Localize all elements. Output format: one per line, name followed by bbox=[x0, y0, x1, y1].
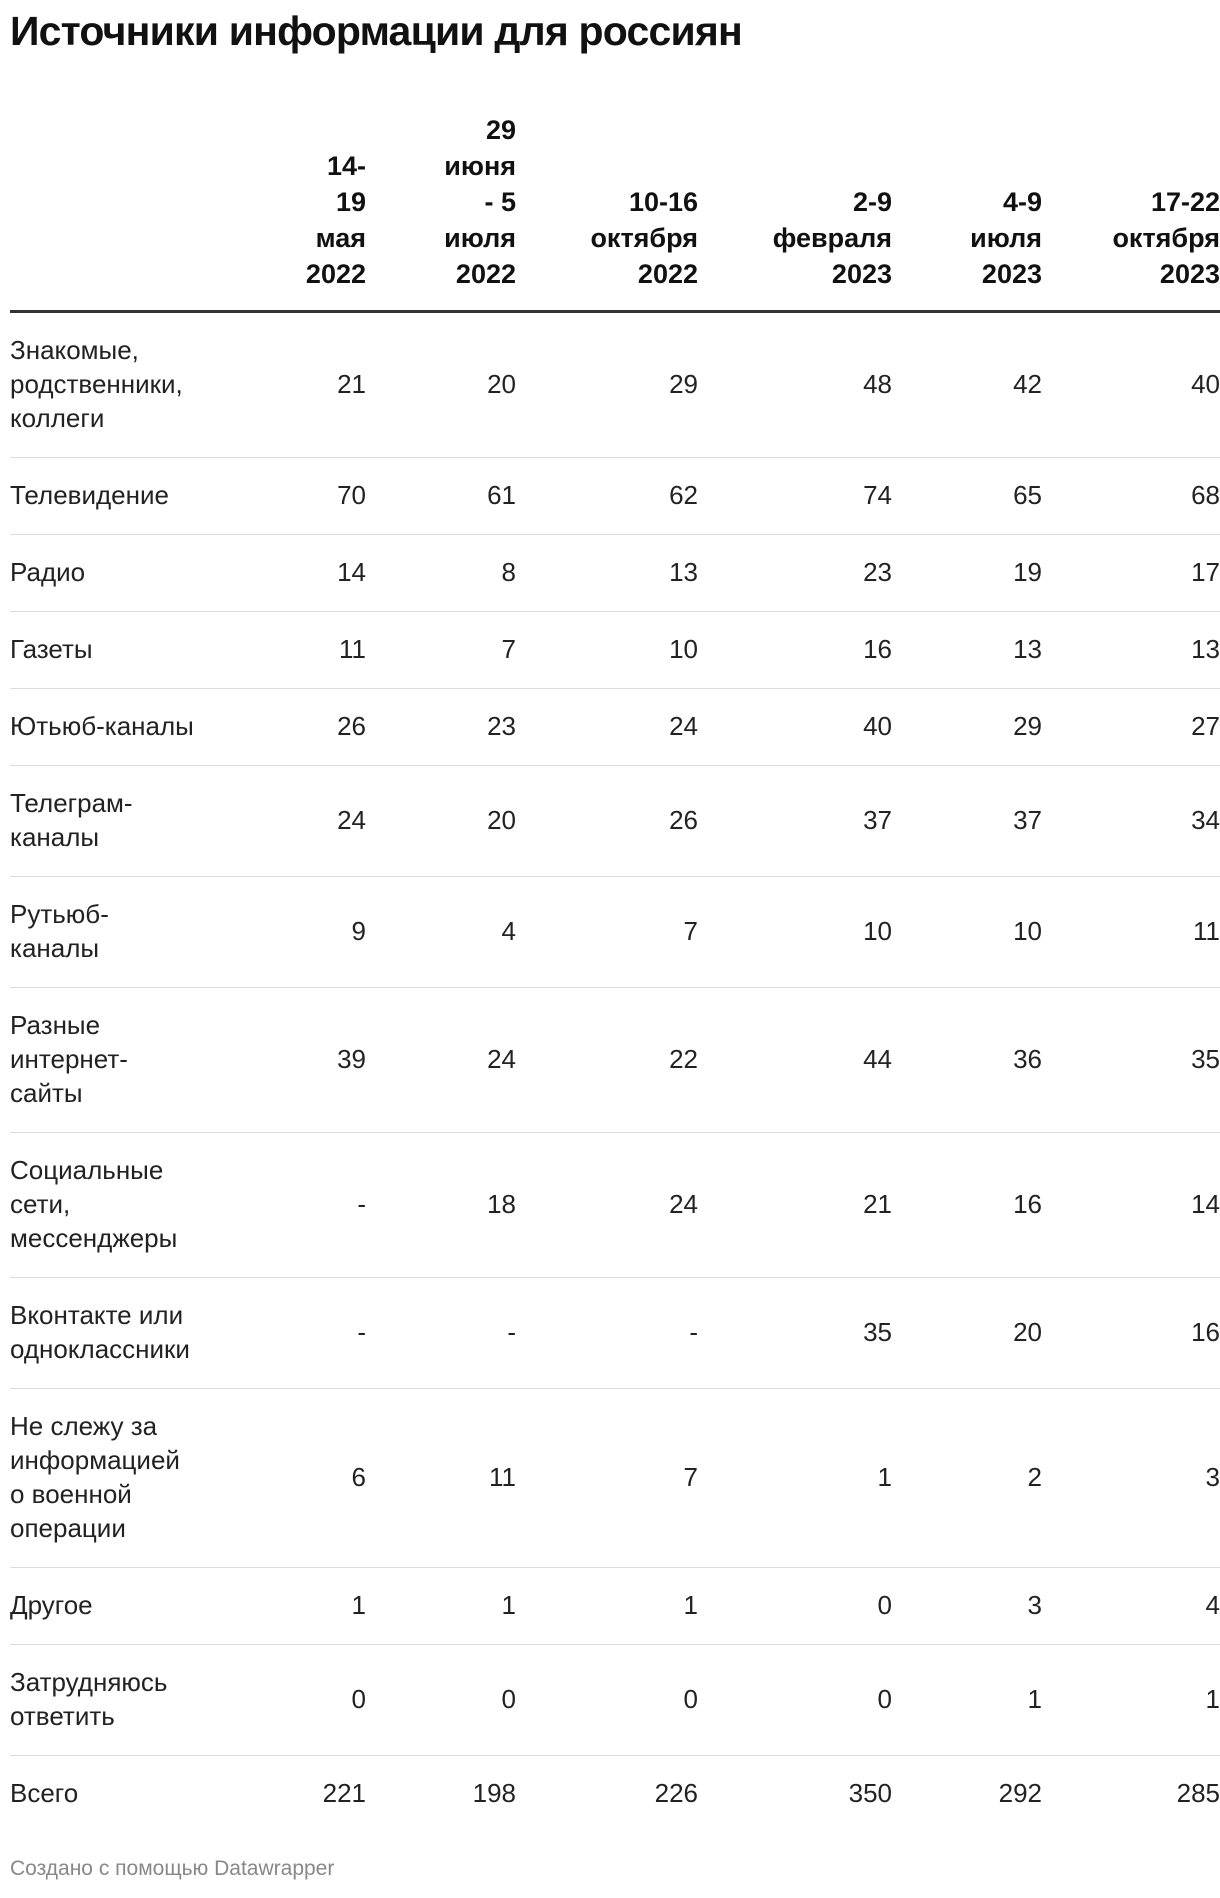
column-header-line: октября bbox=[1112, 223, 1220, 253]
row-label-line: Ютьюб-каналы bbox=[10, 711, 194, 741]
table-row bbox=[10, 1278, 1220, 1389]
value-cell: 6 bbox=[226, 1389, 366, 1568]
value-cell: 35 bbox=[1042, 988, 1220, 1133]
table-row bbox=[10, 612, 1220, 689]
value-cell: 7 bbox=[366, 612, 516, 689]
row-label bbox=[10, 689, 226, 766]
value-cell: 21 bbox=[226, 312, 366, 458]
value-cell: 0 bbox=[366, 1645, 516, 1756]
column-header-line: октября bbox=[590, 223, 698, 253]
row-label-line: операции bbox=[10, 1513, 126, 1543]
value-cell: 1 bbox=[892, 1645, 1042, 1756]
row-label-line: Затрудняюсь bbox=[10, 1667, 168, 1697]
table-row bbox=[10, 458, 1220, 535]
value-cell: 37 bbox=[698, 766, 892, 877]
value-cell: 40 bbox=[1042, 312, 1220, 458]
row-label-line: Не слежу за bbox=[10, 1411, 158, 1441]
value-cell: 16 bbox=[1042, 1278, 1220, 1389]
value-cell: 40 bbox=[698, 689, 892, 766]
row-label-line: Вконтакте или bbox=[10, 1300, 184, 1330]
value-cell: 2 bbox=[892, 1389, 1042, 1568]
table-row bbox=[10, 689, 1220, 766]
column-header-line: 2022 bbox=[305, 259, 366, 289]
value-cell: 62 bbox=[516, 458, 698, 535]
value-cell: 7 bbox=[516, 1389, 698, 1568]
column-header-line: 2-9 bbox=[852, 187, 892, 217]
value-cell: 44 bbox=[698, 988, 892, 1133]
value-cell: 0 bbox=[516, 1645, 698, 1756]
value-cell: 4 bbox=[366, 877, 516, 988]
value-cell: 226 bbox=[654, 1778, 698, 1808]
value-cell: 10 bbox=[698, 877, 892, 988]
value-cell: 11 bbox=[1042, 877, 1220, 988]
row-label-line: каналы bbox=[10, 822, 100, 852]
row-label-line: Всего bbox=[10, 1778, 79, 1808]
value-cell: 26 bbox=[516, 766, 698, 877]
value-cell: 39 bbox=[226, 988, 366, 1133]
value-cell: 9 bbox=[226, 877, 366, 988]
row-label bbox=[10, 766, 226, 877]
table-row bbox=[10, 1568, 1220, 1645]
value-cell: 3 bbox=[892, 1568, 1042, 1645]
value-cell: - bbox=[226, 1133, 366, 1278]
row-label-line: Телевидение bbox=[10, 480, 169, 510]
value-cell: 11 bbox=[226, 612, 366, 689]
row-label-line: родственники, bbox=[10, 369, 183, 399]
value-cell: 13 bbox=[892, 612, 1042, 689]
value-cell: 24 bbox=[516, 1133, 698, 1278]
value-cell: 22 bbox=[516, 988, 698, 1133]
value-cell: 21 bbox=[698, 1133, 892, 1278]
column-header-line: - 5 bbox=[484, 187, 516, 217]
value-cell: 26 bbox=[226, 689, 366, 766]
row-label-line: мессенджеры bbox=[10, 1223, 178, 1253]
value-cell: 4 bbox=[1042, 1568, 1220, 1645]
column-header-line: 10-16 bbox=[628, 187, 698, 217]
value-cell: 34 bbox=[1042, 766, 1220, 877]
value-cell: 14 bbox=[226, 535, 366, 612]
value-cell: 70 bbox=[226, 458, 366, 535]
value-cell: 61 bbox=[366, 458, 516, 535]
value-cell: 3 bbox=[1042, 1389, 1220, 1568]
value-cell: 13 bbox=[516, 535, 698, 612]
value-cell: 65 bbox=[892, 458, 1042, 535]
value-cell: 23 bbox=[698, 535, 892, 612]
value-cell: 13 bbox=[1042, 612, 1220, 689]
value-cell: 37 bbox=[892, 766, 1042, 877]
value-cell: 0 bbox=[698, 1645, 892, 1756]
row-label bbox=[10, 1133, 226, 1278]
value-cell: 24 bbox=[226, 766, 366, 877]
row-label bbox=[10, 1645, 226, 1756]
value-cell: 198 bbox=[472, 1778, 516, 1808]
value-cell: 20 bbox=[366, 312, 516, 458]
column-header-line: 4-9 bbox=[1002, 187, 1042, 217]
value-cell: 1 bbox=[226, 1568, 366, 1645]
column-header-line: июля bbox=[970, 223, 1042, 253]
value-cell: 14 bbox=[1042, 1133, 1220, 1278]
value-cell: 35 bbox=[698, 1278, 892, 1389]
value-cell: 48 bbox=[698, 312, 892, 458]
column-header-line: июня bbox=[444, 151, 516, 181]
value-cell: 29 bbox=[892, 689, 1042, 766]
row-label bbox=[10, 312, 226, 458]
table-row bbox=[10, 988, 1220, 1133]
column-header bbox=[516, 112, 698, 312]
row-label bbox=[10, 1568, 226, 1645]
column-header-line: 2022 bbox=[455, 259, 516, 289]
row-label-line: одноклассники bbox=[10, 1334, 190, 1364]
table-row bbox=[10, 312, 1220, 458]
row-label-line: ответить bbox=[10, 1701, 115, 1731]
credit-footer: Создано с помощью Datawrapper bbox=[10, 1857, 335, 1880]
value-cell: 350 bbox=[848, 1778, 892, 1808]
column-header-line: июля bbox=[444, 223, 516, 253]
page bbox=[10, 0, 1220, 1898]
row-label-line: коллеги bbox=[10, 403, 105, 433]
column-header-line: 29 bbox=[485, 115, 516, 145]
table-row bbox=[10, 766, 1220, 877]
column-header-line: 14- bbox=[326, 151, 366, 181]
row-label bbox=[10, 1756, 226, 1833]
value-cell: 24 bbox=[366, 988, 516, 1133]
value-cell: 68 bbox=[1042, 458, 1220, 535]
value-cell: - bbox=[366, 1278, 516, 1389]
value-cell: 27 bbox=[1042, 689, 1220, 766]
data-table bbox=[10, 112, 1220, 1832]
table-row bbox=[10, 1645, 1220, 1756]
row-label bbox=[10, 612, 226, 689]
row-label-line: сайты bbox=[10, 1078, 83, 1108]
value-cell: 1 bbox=[698, 1389, 892, 1568]
row-label-line: Знакомые, bbox=[10, 335, 139, 365]
value-cell: 16 bbox=[892, 1133, 1042, 1278]
value-cell: 17 bbox=[1042, 535, 1220, 612]
row-label-line: Социальные bbox=[10, 1155, 164, 1185]
table-row bbox=[10, 877, 1220, 988]
header-label-cell bbox=[10, 112, 226, 312]
column-header-line: мая bbox=[315, 223, 366, 253]
value-cell: 0 bbox=[698, 1568, 892, 1645]
header-row bbox=[10, 112, 1220, 312]
row-label-line: интернет- bbox=[10, 1044, 128, 1074]
value-cell: 10 bbox=[516, 612, 698, 689]
table-body bbox=[10, 312, 1220, 1833]
column-header-line: 2023 bbox=[1159, 259, 1220, 289]
table-row bbox=[10, 1133, 1220, 1278]
value-cell: - bbox=[516, 1278, 698, 1389]
value-cell: 18 bbox=[366, 1133, 516, 1278]
value-cell: 292 bbox=[998, 1778, 1042, 1808]
row-label-line: Радио bbox=[10, 557, 86, 587]
total-row bbox=[10, 1756, 1220, 1833]
row-label-line: Телеграм- bbox=[10, 788, 133, 818]
value-cell: 8 bbox=[366, 535, 516, 612]
column-header-line: 19 bbox=[335, 187, 366, 217]
value-cell: 7 bbox=[516, 877, 698, 988]
column-header-line: 2022 bbox=[637, 259, 698, 289]
value-cell: 1 bbox=[516, 1568, 698, 1645]
row-label bbox=[10, 877, 226, 988]
column-header bbox=[366, 112, 516, 312]
row-label bbox=[10, 1389, 226, 1568]
row-label-line: информацией bbox=[10, 1445, 180, 1475]
row-label-line: каналы bbox=[10, 933, 100, 963]
value-cell: 1 bbox=[1042, 1645, 1220, 1756]
table-row bbox=[10, 535, 1220, 612]
value-cell: 74 bbox=[698, 458, 892, 535]
value-cell: 29 bbox=[516, 312, 698, 458]
page-title: Источники информации для россиян bbox=[10, 8, 742, 54]
table-row bbox=[10, 1389, 1220, 1568]
value-cell: 20 bbox=[366, 766, 516, 877]
column-header-line: февраля bbox=[772, 223, 892, 253]
row-label-line: Рутьюб- bbox=[10, 899, 109, 929]
column-header bbox=[892, 112, 1042, 312]
value-cell: 24 bbox=[516, 689, 698, 766]
row-label bbox=[10, 1278, 226, 1389]
value-cell: 1 bbox=[366, 1568, 516, 1645]
row-label-line: о военной bbox=[10, 1479, 132, 1509]
row-label-line: Разные bbox=[10, 1010, 101, 1040]
value-cell: 36 bbox=[892, 988, 1042, 1133]
column-header-line: 2023 bbox=[831, 259, 892, 289]
value-cell: - bbox=[226, 1278, 366, 1389]
value-cell: 221 bbox=[322, 1778, 366, 1808]
value-cell: 16 bbox=[698, 612, 892, 689]
value-cell: 20 bbox=[892, 1278, 1042, 1389]
row-label-line: Другое bbox=[10, 1590, 93, 1620]
column-header bbox=[1042, 112, 1220, 312]
value-cell: 19 bbox=[892, 535, 1042, 612]
value-cell: 10 bbox=[892, 877, 1042, 988]
value-cell: 0 bbox=[226, 1645, 366, 1756]
row-label bbox=[10, 535, 226, 612]
column-header-line: 2023 bbox=[981, 259, 1042, 289]
value-cell: 285 bbox=[1176, 1778, 1220, 1808]
row-label bbox=[10, 988, 226, 1133]
column-header bbox=[226, 112, 366, 312]
row-label-line: сети, bbox=[10, 1189, 71, 1219]
value-cell: 11 bbox=[366, 1389, 516, 1568]
row-label bbox=[10, 458, 226, 535]
column-header-line: 17-22 bbox=[1150, 187, 1220, 217]
value-cell: 42 bbox=[892, 312, 1042, 458]
row-label-line: Газеты bbox=[10, 634, 93, 664]
column-header bbox=[698, 112, 892, 312]
value-cell: 23 bbox=[366, 689, 516, 766]
